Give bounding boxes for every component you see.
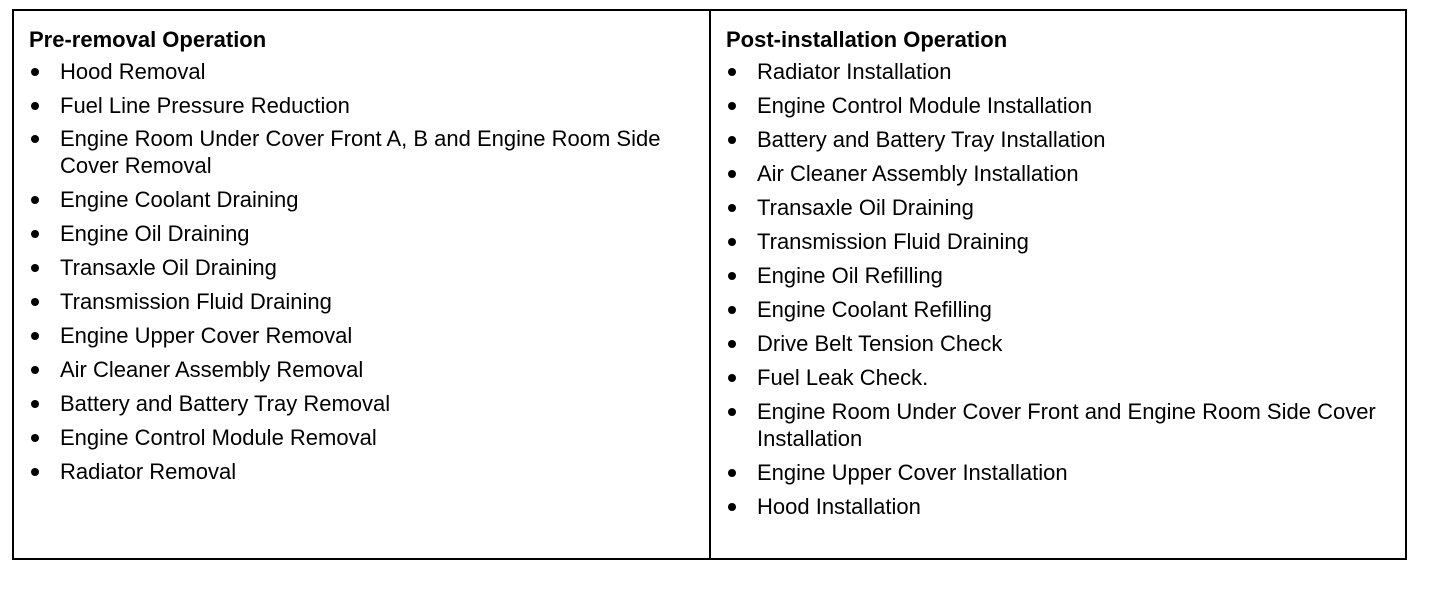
- pre-removal-title: Pre-removal Operation: [29, 27, 267, 52]
- bullet-icon: [31, 400, 39, 408]
- bullet-icon: [31, 135, 39, 143]
- bullet-icon: [728, 136, 736, 144]
- bullet-icon: [728, 340, 736, 348]
- list-item-text: Radiator Removal: [60, 459, 237, 484]
- bullet-icon: [728, 469, 736, 477]
- list-item: [726, 364, 1397, 391]
- bullet-icon: [31, 298, 39, 306]
- list-item-text: Transaxle Oil Draining: [60, 255, 277, 280]
- list-item-text: Drive Belt Tension Check: [757, 331, 1003, 356]
- bullet-icon: [31, 468, 39, 476]
- bullet-icon: [728, 68, 736, 76]
- list-item: [29, 458, 700, 485]
- list-item: [29, 125, 700, 179]
- list-item-text: Hood Installation: [757, 494, 921, 519]
- list-item: [726, 228, 1397, 255]
- bullet-icon: [31, 102, 39, 110]
- list-item: [726, 160, 1397, 187]
- bullet-icon: [728, 238, 736, 246]
- list-item-text: Transmission Fluid Draining: [757, 229, 1029, 254]
- list-item-text: Fuel Line Pressure Reduction: [60, 93, 350, 118]
- bullet-icon: [728, 306, 736, 314]
- bullet-icon: [728, 102, 736, 110]
- list-item-text: Engine Control Module Installation: [757, 93, 1093, 118]
- list-item-text: Engine Upper Cover Removal: [60, 323, 353, 348]
- bullet-icon: [31, 68, 39, 76]
- list-item: [726, 459, 1397, 486]
- list-item-text: Engine Room Under Cover Front A, B and Engine Room Side Cover Removal: [60, 126, 661, 178]
- list-item: [726, 194, 1397, 221]
- post-installation-list: [726, 58, 1405, 520]
- list-item-text: Battery and Battery Tray Installation: [757, 127, 1106, 152]
- list-item-text: Engine Coolant Refilling: [757, 297, 992, 322]
- list-item: [726, 262, 1397, 289]
- list-item: [726, 330, 1397, 357]
- list-item-text: Transmission Fluid Draining: [60, 289, 332, 314]
- list-item-text: Engine Upper Cover Installation: [757, 460, 1068, 485]
- list-item-text: Fuel Leak Check.: [757, 365, 929, 390]
- list-item: [726, 126, 1397, 153]
- list-item: [29, 356, 700, 383]
- list-item-text: Engine Oil Refilling: [757, 263, 943, 288]
- bullet-icon: [31, 434, 39, 442]
- list-item: [726, 58, 1397, 85]
- list-item-text: Engine Room Under Cover Front and Engine Room Side Cover Installation: [757, 399, 1376, 451]
- list-item-text: Hood Removal: [60, 59, 206, 84]
- list-item: [29, 322, 700, 349]
- pre-removal-column: [14, 11, 711, 558]
- list-item: [29, 186, 700, 213]
- list-item-text: Engine Control Module Removal: [60, 425, 377, 450]
- post-installation-column: [711, 11, 1405, 558]
- bullet-icon: [728, 170, 736, 178]
- operations-table: [12, 9, 1407, 560]
- bullet-icon: [31, 230, 39, 238]
- list-item-text: Battery and Battery Tray Removal: [60, 391, 391, 416]
- list-item-text: Engine Coolant Draining: [60, 187, 299, 212]
- list-item: [726, 296, 1397, 323]
- bullet-icon: [31, 264, 39, 272]
- list-item: [726, 398, 1397, 452]
- bullet-icon: [31, 366, 39, 374]
- bullet-icon: [728, 408, 736, 416]
- list-item: [726, 92, 1397, 119]
- list-item: [29, 220, 700, 247]
- bullet-icon: [31, 332, 39, 340]
- post-installation-title: Post-installation Operation: [726, 27, 1008, 52]
- list-item-text: Air Cleaner Assembly Removal: [60, 357, 364, 382]
- list-item: [726, 493, 1397, 520]
- list-item: [29, 288, 700, 315]
- pre-removal-list: [29, 58, 709, 485]
- list-item: [29, 254, 700, 281]
- list-item-text: Air Cleaner Assembly Installation: [757, 161, 1079, 186]
- bullet-icon: [31, 196, 39, 204]
- list-item: [29, 390, 700, 417]
- bullet-icon: [728, 204, 736, 212]
- list-item-text: Transaxle Oil Draining: [757, 195, 974, 220]
- list-item-text: Radiator Installation: [757, 59, 952, 84]
- list-item-text: Engine Oil Draining: [60, 221, 250, 246]
- list-item: [29, 92, 700, 119]
- list-item: [29, 424, 700, 451]
- bullet-icon: [728, 503, 736, 511]
- list-item: [29, 58, 700, 85]
- bullet-icon: [728, 272, 736, 280]
- bullet-icon: [728, 374, 736, 382]
